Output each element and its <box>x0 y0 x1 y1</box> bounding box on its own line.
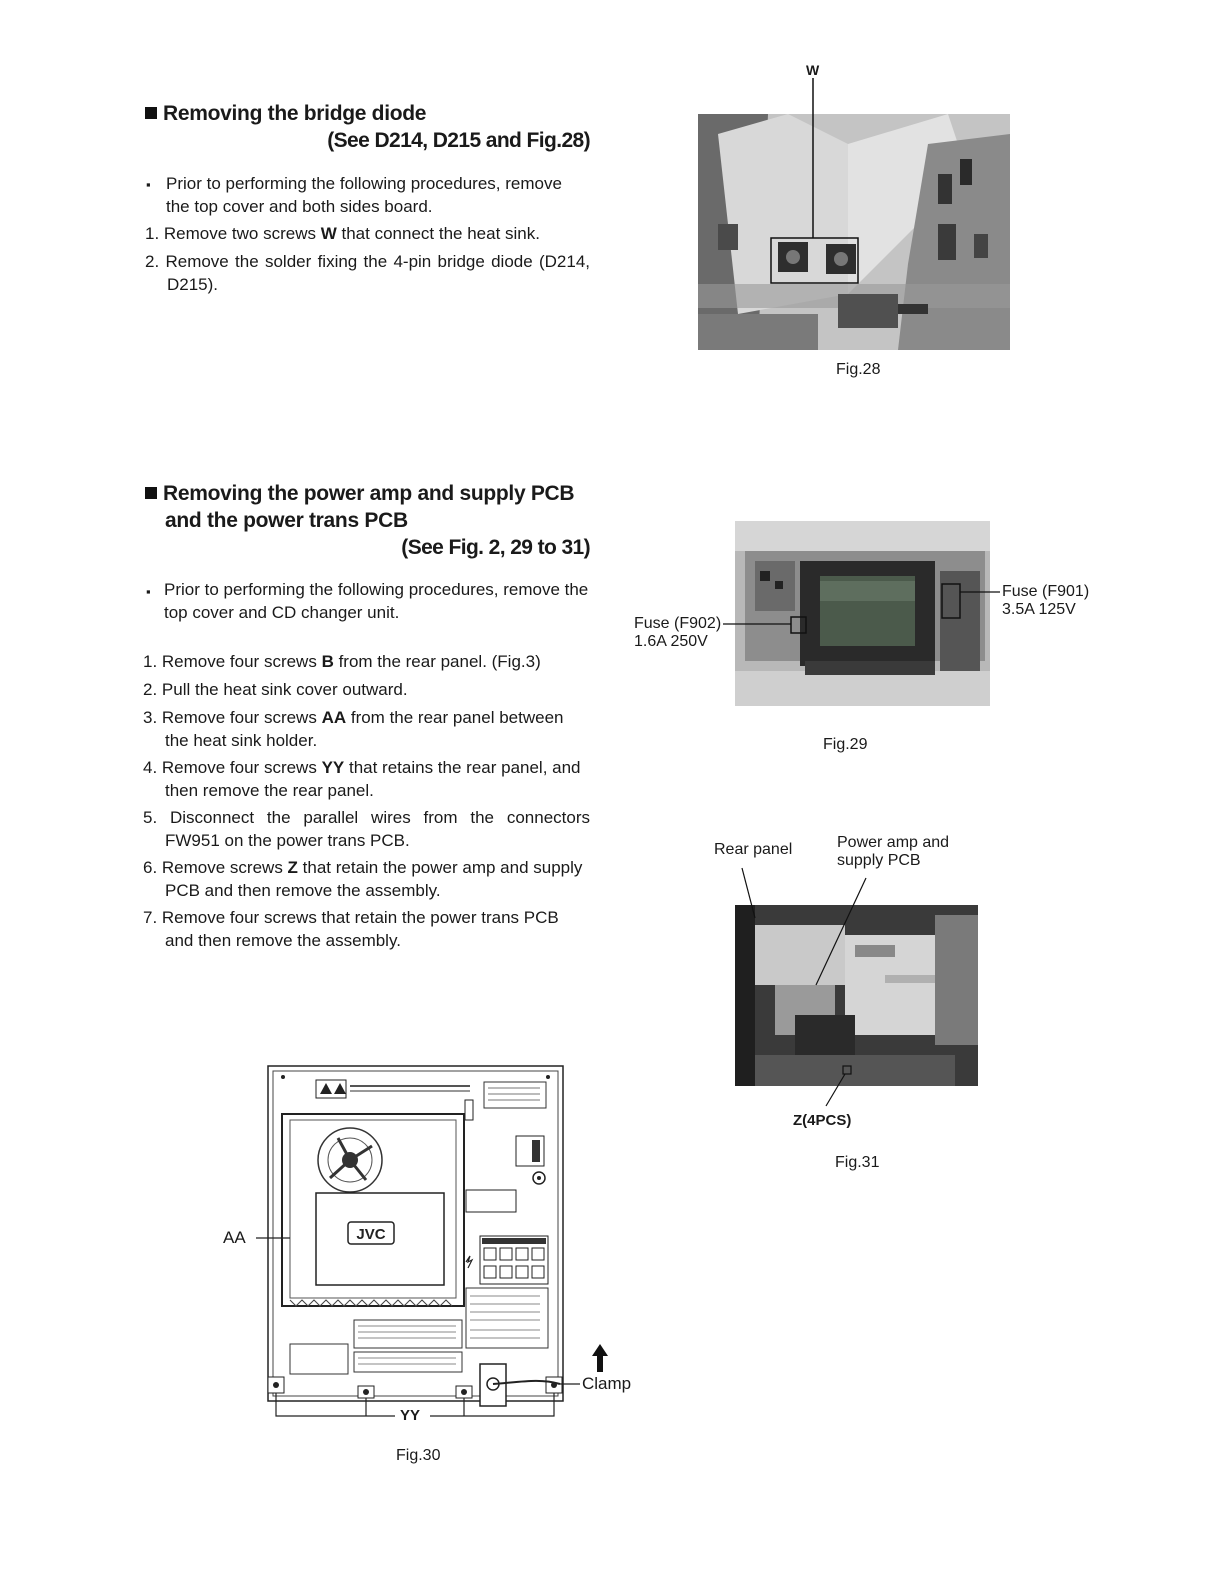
note-bullet-icon: ▪ <box>146 177 151 192</box>
section1-title: Removing the bridge diode <box>145 102 426 126</box>
fig30-caption: Fig.30 <box>396 1447 441 1464</box>
label-aa: AA <box>223 1228 246 1247</box>
section2-step-3: 3. Remove four screws AA from the rear panel between the heat sink holder. <box>143 708 564 750</box>
section2-step-6: 6. Remove screws Z that retain the power amp and supply PCB and then remove the assembly. <box>143 858 583 900</box>
section1-note: Prior to performing the following procedures, remove the top cover and both sides board. <box>166 174 562 216</box>
z-screws-label: Z(4PCS) <box>793 1112 852 1129</box>
power-amp-label: Power amp and supply PCB <box>837 834 950 869</box>
fig28-caption: Fig.28 <box>836 361 881 378</box>
rear-panel-label: Rear panel <box>714 841 793 858</box>
section2-step-1: 1. Remove four screws B from the rear panel. (Fig.3) <box>143 652 541 671</box>
fig29-caption: Fig.29 <box>823 736 868 753</box>
section2-note: Prior to performing the following procedures, remove the top cover and CD changer unit. <box>164 580 589 622</box>
fig31-caption: Fig.31 <box>835 1154 880 1171</box>
section2-step-2: 2. Pull the heat sink cover outward. <box>143 680 408 699</box>
label-clamp: Clamp <box>582 1374 632 1393</box>
section2-title-line2: and the power trans PCB <box>165 509 408 532</box>
fuse-f902-label: Fuse (F902) 1.6A 250V <box>634 615 722 650</box>
jvc-logo-text: JVC <box>356 1226 386 1243</box>
section2-step-7: 7. Remove four screws that retain the power trans PCB and then remove the assembly. <box>143 908 559 950</box>
section1-reference: (See D214, D215 and Fig.28) <box>327 129 590 152</box>
section2-step-5: 5. Disconnect the parallel wires from the connectors FW951 on the power trans PCB. <box>143 808 590 850</box>
section1-step-1: 1. Remove two screws W that connect the heat sink. <box>145 224 540 243</box>
label-yy: YY <box>400 1407 421 1424</box>
section2-step-4: 4. Remove four screws YY that retains the rear panel, and then remove the rear panel. <box>143 758 581 800</box>
section2-title: Removing the power amp and supply PCB <box>145 482 574 506</box>
section2-reference: (See Fig. 2, 29 to 31) <box>401 536 590 559</box>
section1-step-2: 2. Remove the solder fixing the 4-pin bridge diode (D214, D215). <box>145 252 590 294</box>
fuse-f901-label: Fuse (F901) 3.5A 125V <box>1002 583 1090 618</box>
label-w: W <box>806 62 820 78</box>
note-bullet-icon: ▪ <box>146 584 151 599</box>
